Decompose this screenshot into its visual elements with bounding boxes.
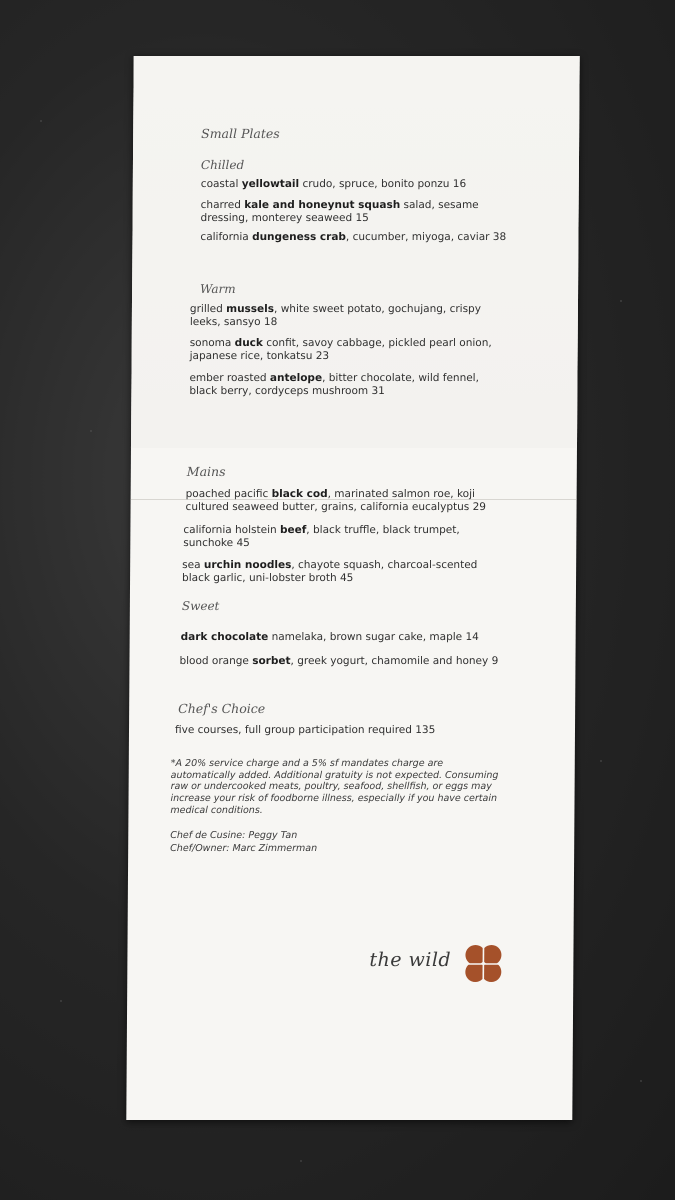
menu-item: sonoma duck confit, savoy cabbage, pickled pearl onion, japanese rice, tonkatsu 23 [189, 337, 492, 362]
menu-item: coastal yellowtail crudo, spruce, bonito ponzu 16 [200, 178, 467, 190]
menu-item: poached pacific black cod, marinated salmon roe, koji cultured seaweed butter, grains, california eucalyptus 29 [185, 488, 487, 513]
subsection-title-chilled: Chilled [200, 158, 245, 172]
menu-item: california dungeness crab, cucumber, miyoga, caviar 38 [200, 231, 507, 243]
section-title-sweet: Sweet [181, 599, 220, 613]
menu-item: sea urchin noodles, chayote squash, charcoal-scented black garlic, uni-lobster broth 45 [182, 559, 478, 584]
menu-item: dark chocolate namelaka, brown sugar cake, maple 14 [180, 631, 479, 643]
menu-item: charred kale and honeynut squash salad, sesame dressing, monterey seaweed 15 [200, 199, 479, 224]
menu-item: ember roasted antelope, bitter chocolate, wild fennel, black berry, cordyceps mushroom 31 [189, 372, 480, 397]
section-title-chefs-choice: Chef's Choice [178, 701, 266, 716]
chef-de-cuisine-credit: Chef de Cusine: Peggy Tan [170, 830, 298, 841]
subsection-title-warm: Warm [200, 282, 236, 296]
menu-item: california holstein beef, black truffle, black trumpet, sunchoke 45 [183, 524, 460, 549]
menu-item: blood orange sorbet, greek yogurt, chamomile and honey 9 [179, 655, 499, 667]
service-charge-note: *A 20% service charge and a 5% sf mandates charge are automatically added. Additional gratuity is not expected. Consuming raw or undercooked meats, poultry, seafood, shellfish, or eggs may increase your risk of foodborne illness, especially if you have certain medical conditions. [170, 758, 499, 816]
menu-item: grilled mussels, white sweet potato, gochujang, crispy leeks, sansyo 18 [189, 303, 482, 328]
section-title-mains: Mains [186, 464, 226, 479]
section-title-small-plates: Small Plates [201, 126, 280, 141]
four-petal-flower-icon [461, 942, 505, 986]
restaurant-name: the wild [369, 949, 452, 971]
chef-owner-credit: Chef/Owner: Marc Zimmerman [170, 843, 318, 854]
chefs-choice-description: five courses, full group participation required 135 [174, 724, 436, 736]
menu-paper [126, 56, 579, 1120]
